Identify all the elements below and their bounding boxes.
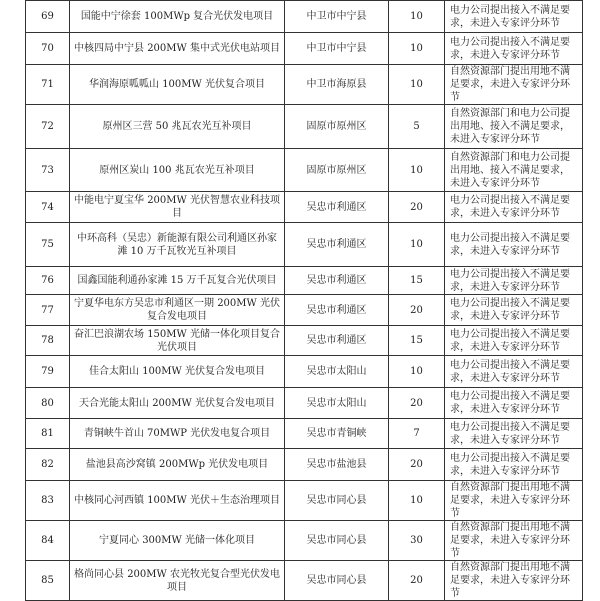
table-row (26, 267, 583, 295)
project-location: 固原市原州区 (285, 149, 389, 192)
row-number: 70 (26, 33, 70, 65)
row-number: 74 (26, 192, 70, 223)
project-name: 国鑫国能利通孙家滩 15 万千瓦复合光伏项目 (70, 267, 285, 295)
project-name: 华润海原呱呱山 100MW 光伏复合项目 (70, 65, 285, 105)
review-result: 电力公司提出接入不满足要求，未进入专家评分环节 (445, 388, 583, 419)
project-capacity: 15 (389, 267, 445, 295)
review-result: 自然资源部门提出用地不满足要求，未进入专家评分环节 (445, 481, 583, 521)
table-row (26, 65, 583, 105)
project-location: 吴忠市太阳山 (285, 356, 389, 388)
project-location: 中卫市中宁县 (285, 1, 389, 33)
row-number: 77 (26, 295, 70, 326)
table-row (26, 223, 583, 267)
project-name: 奋汇巴浪湖农场 150MW 光储一体化项目复合光伏项目 (70, 326, 285, 356)
project-name: 中核同心河西镇 100MW 光伏＋生态治理项目 (70, 481, 285, 521)
project-capacity: 10 (389, 1, 445, 33)
project-name: 盐池县高沙窝镇 200MWp 光伏发电项目 (70, 449, 285, 481)
project-location: 吴忠市同心县 (285, 481, 389, 521)
table-row (26, 1, 583, 33)
project-capacity: 10 (389, 481, 445, 521)
review-result: 自然资源部门提出用地不满足要求，未进入专家评分环节 (445, 65, 583, 105)
project-capacity: 10 (389, 33, 445, 65)
project-location: 吴忠市利通区 (285, 326, 389, 356)
project-name: 原州区三营 50 兆瓦农光互补项目 (70, 105, 285, 149)
row-number: 71 (26, 65, 70, 105)
project-table (25, 0, 583, 601)
table-row (26, 356, 583, 388)
row-number: 80 (26, 388, 70, 419)
review-result: 电力公司提出接入不满足要求，未进入专家评分环节 (445, 223, 583, 267)
project-capacity: 10 (389, 65, 445, 105)
table-row (26, 105, 583, 149)
row-number: 76 (26, 267, 70, 295)
project-name: 中能电宁夏宝华 200MW 光伏智慧农业科技项目 (70, 192, 285, 223)
project-capacity: 30 (389, 521, 445, 561)
table-row (26, 521, 583, 561)
review-result: 自然资源部门提出用地不满足要求，未进入专家评分环节 (445, 521, 583, 561)
project-location: 吴忠市盐池县 (285, 449, 389, 481)
project-name: 宁夏同心 300MW 光储一体化项目 (70, 521, 285, 561)
row-number: 72 (26, 105, 70, 149)
review-result: 电力公司提出接入不满足要求，未进入专家评分环节 (445, 192, 583, 223)
row-number: 73 (26, 149, 70, 192)
review-result: 电力公司提出接入不满足要求，未进入专家评分环节 (445, 326, 583, 356)
review-result: 自然资源部门提出用地不满足要求，未进入专家评分环节 (445, 561, 583, 601)
project-location: 固原市原州区 (285, 105, 389, 149)
table-row (26, 326, 583, 356)
row-number: 75 (26, 223, 70, 267)
project-capacity: 20 (389, 561, 445, 601)
project-capacity: 20 (389, 449, 445, 481)
table-row (26, 481, 583, 521)
project-name: 天合光能太阳山 200MW 光伏复合发电项目 (70, 388, 285, 419)
project-name: 宁夏华电东方吴忠市利通区一期 200MW 光伏复合发电项目 (70, 295, 285, 326)
project-capacity: 10 (389, 223, 445, 267)
row-number: 82 (26, 449, 70, 481)
project-location: 吴忠市利通区 (285, 267, 389, 295)
review-result: 电力公司提出接入不满足要求，未进入专家评分环节 (445, 1, 583, 33)
project-location: 吴忠市青铜峡 (285, 419, 389, 449)
project-capacity: 20 (389, 192, 445, 223)
project-name: 中环高科（吴忠）新能源有限公司利通区孙家滩 10 万千瓦牧光互补项目 (70, 223, 285, 267)
review-result: 电力公司提出接入不满足要求，未进入专家评分环节 (445, 356, 583, 388)
project-capacity: 20 (389, 388, 445, 419)
project-location: 吴忠市太阳山 (285, 388, 389, 419)
project-capacity: 10 (389, 356, 445, 388)
review-result: 自然资源部门和电力公司提出用地、接入不满足要求，未进入专家评分环节 (445, 105, 583, 149)
row-number: 79 (26, 356, 70, 388)
project-location: 吴忠市利通区 (285, 192, 389, 223)
project-name: 青铜峡牛首山 70MWP 光伏发电复合项目 (70, 419, 285, 449)
row-number: 83 (26, 481, 70, 521)
project-name: 中核四局中宁县 200MW 集中式光伏电站项目 (70, 33, 285, 65)
table-row (26, 192, 583, 223)
project-name: 佳合太阳山 100MW 光伏复合发电项目 (70, 356, 285, 388)
row-number: 78 (26, 326, 70, 356)
project-location: 吴忠市利通区 (285, 223, 389, 267)
row-number: 69 (26, 1, 70, 33)
project-name: 国能中宁徐套 100MWp 复合光伏发电项目 (70, 1, 285, 33)
review-result: 电力公司提出接入不满足要求，未进入专家评分环节 (445, 419, 583, 449)
review-result: 电力公司提出接入不满足要求，未进入专家评分环节 (445, 295, 583, 326)
review-result: 电力公司提出接入不满足要求，未进入专家评分环节 (445, 449, 583, 481)
project-capacity: 10 (389, 149, 445, 192)
table-row (26, 449, 583, 481)
table-row (26, 149, 583, 192)
project-table-body (26, 1, 583, 601)
project-capacity: 20 (389, 295, 445, 326)
project-location: 中卫市海原县 (285, 65, 389, 105)
project-location: 吴忠市同心县 (285, 561, 389, 601)
table-row (26, 561, 583, 601)
row-number: 81 (26, 419, 70, 449)
project-location: 吴忠市利通区 (285, 295, 389, 326)
project-location: 中卫市中宁县 (285, 33, 389, 65)
project-location: 吴忠市同心县 (285, 521, 389, 561)
project-capacity: 15 (389, 326, 445, 356)
row-number: 84 (26, 521, 70, 561)
table-row (26, 33, 583, 65)
table-row (26, 388, 583, 419)
review-result: 电力公司提出接入不满足要求，未进入专家评分环节 (445, 267, 583, 295)
row-number: 85 (26, 561, 70, 601)
project-capacity: 7 (389, 419, 445, 449)
table-row (26, 419, 583, 449)
review-result: 电力公司提出接入不满足要求，未进入专家评分环节 (445, 33, 583, 65)
project-name: 格尚同心县 200MW 农光牧光复合型光伏发电项目 (70, 561, 285, 601)
project-name: 原州区炭山 100 兆瓦农光互补项目 (70, 149, 285, 192)
review-result: 自然资源部门和电力公司提出用地、接入不满足要求，未进入专家评分环节 (445, 149, 583, 192)
project-capacity: 5 (389, 105, 445, 149)
table-row (26, 295, 583, 326)
